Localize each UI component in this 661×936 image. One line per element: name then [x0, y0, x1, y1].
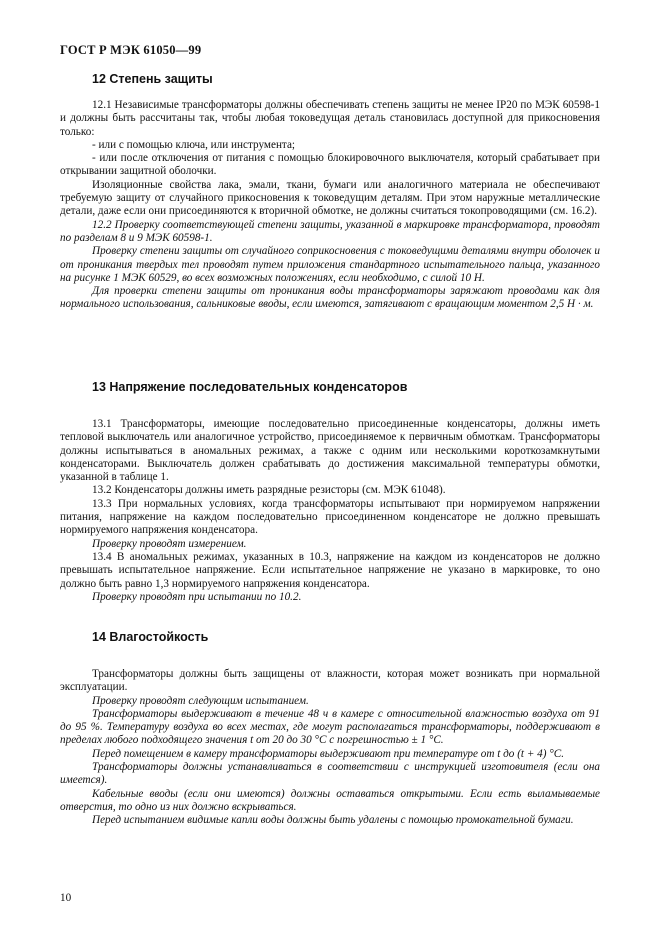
s14-paragraph-1: Трансформаторы должны быть защищены от влажности, которая может возникать при нормальной эксплуатации. [60, 668, 600, 694]
section-14 [60, 630, 600, 828]
s12-paragraph-7: Для проверки степени защиты от проникания воды трансформаторы заряжают проводами как для нормального использования, сальниковые вводы, если имеются, затягивают с вращающим моментом 2,5 Н · м. [60, 285, 600, 311]
s14-paragraph-3: Трансформаторы выдерживают в течение 48 ч в камере с относительной влажностью воздуха от 91 до 95 %. Температуру воздуха во всех местах, где могут располагаться трансформаторы, поддерживают в пределах любого подходящего значения t от 20 до 30 °С с погрешностью ± 1 °С. [60, 707, 600, 747]
s14-paragraph-5: Трансформаторы должны устанавливаться в соответствии с инструкцией изготовителя (если она имеется). [60, 761, 600, 787]
section-13-title: 13 Напряжение последовательных конденсаторов [92, 380, 408, 394]
section-14-title: 14 Влагостойкость [92, 630, 209, 644]
s13-paragraph-4: Проверку проводят измерением. [92, 537, 247, 550]
s14-paragraph-4: Перед помещением в камеру трансформаторы выдерживают при температуре от t до (t + 4) °С. [92, 747, 565, 760]
s12-list-item-2: - или после отключения от питания с помощью блокировочного выключателя, который срабатывает при открывании защитной оболочки. [60, 152, 600, 178]
section-12-title: 12 Степень защиты [92, 72, 213, 86]
s13-paragraph-5: 13.4 В аномальных режимах, указанных в 10.3, напряжение на каждом из конденсаторов не должно превышать испытательное напряжение. Если испытательное напряжение не указано в маркировке, то оно должно быть равно 1,3 нормируемого напряжения конденсатора. [60, 550, 600, 590]
s14-paragraph-2: Проверку проводят следующим испытанием. [92, 694, 309, 707]
document-header: ГОСТ Р МЭК 61050—99 [60, 43, 202, 57]
s13-paragraph-6: Проверку проводят при испытании по 10.2. [92, 590, 302, 603]
s12-paragraph-6: Проверку степени защиты от случайного соприкосновения с токоведущими деталями внутри оболочек и от проникания твердых тел проводят путем приложения стандартного испытательного пальца, указанного на рисунке 1 МЭК 60529, во всех возможных положениях, если необходимо, с силой 10 Н. [60, 245, 600, 284]
s14-paragraph-6: Кабельные вводы (если они имеются) должны оставаться открытыми. Если есть выламываемые отверстия, то одно из них должно вскрываться. [60, 787, 600, 813]
s13-paragraph-3: 13.3 При нормальных условиях, когда трансформаторы испытывают при нормируемом напряжении питания, напряжение на каждом последовательно присоединенном конденсаторе не должно превышать нормируемого напряжения конденсатора. [60, 497, 600, 537]
s12-list-item-1: - или с помощью ключа, или инструмента; [92, 138, 296, 151]
s14-paragraph-7: Перед испытанием видимые капли воды должны быть удалены с помощью промокательной бумаги. [92, 814, 574, 827]
page-number: 10 [60, 892, 72, 904]
s13-paragraph-1: 13.1 Трансформаторы, имеющие последовательно присоединенные конденсаторы, должны иметь тепловой выключатель или аналогичное устройство, присоединяемое к первичным обмоткам. Трансформаторы должны испытываться в аномальных режимах, а также с одним или несколькими короткозамкнутыми конденсаторами. Выключатель должен срабатывать до достижения максимальной температуры обмотки, указанной в таблице 1. [60, 418, 600, 484]
s12-paragraph-1: 12.1 Независимые трансформаторы должны обеспечивать степень защиты не менее IP20 по МЭК 60598-1 и должны быть рассчитаны так, чтобы любая токоведущая деталь становилась доступной для прикосновения только: [60, 99, 600, 138]
s12-paragraph-4: Изоляционные свойства лака, эмали, ткани, бумаги или аналогичного материала не обеспечивают требуемую защиту от случайного прикосновения к токоведущим деталям. При этом наружные металлические детали, даже если они присоединяются к вторичной обмотке, не должны считаться токопроводящими (см. 16.2). [60, 178, 600, 218]
s12-paragraph-5: 12.2 Проверку соответствующей степени защиты, указанной в маркировке трансформатора, проводят по разделам 8 и 9 МЭК 60598-1. [60, 218, 600, 244]
s13-paragraph-2: 13.2 Конденсаторы должны иметь разрядные резисторы (см. МЭК 61048). [92, 484, 446, 497]
section-13 [60, 380, 600, 604]
section-12 [60, 72, 600, 312]
